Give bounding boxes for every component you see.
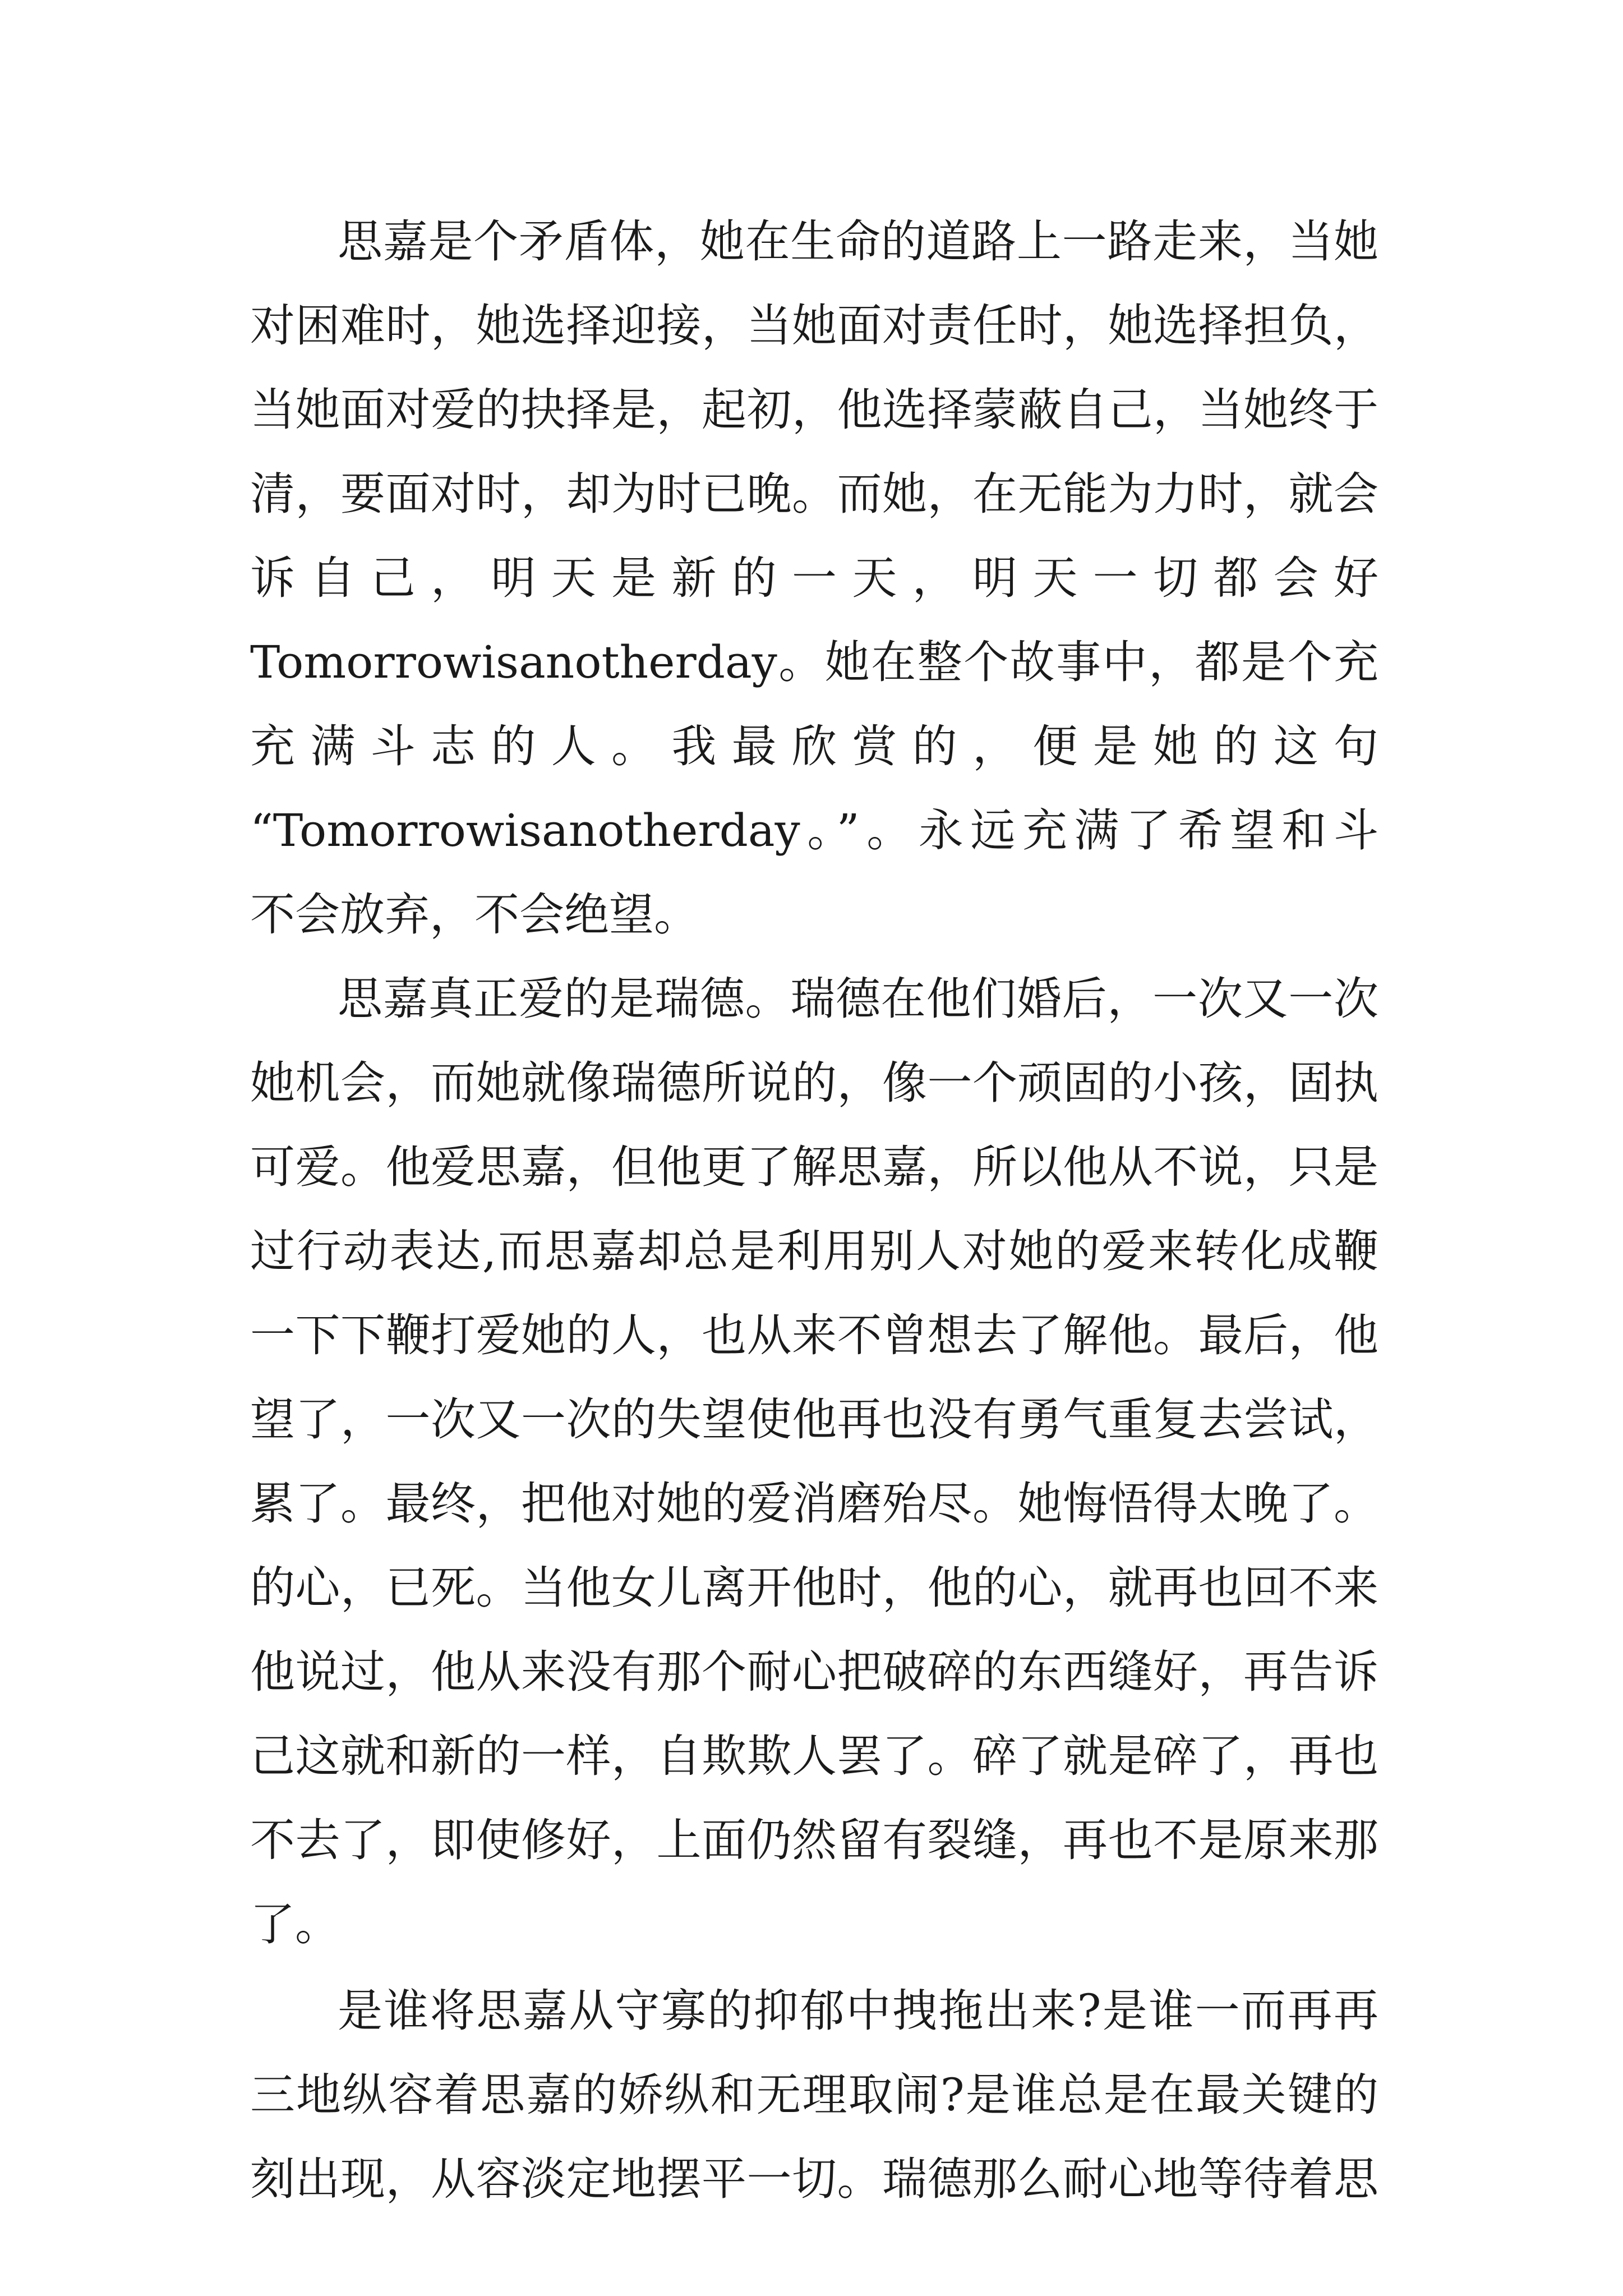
- text-line: 一下下鞭打爱她的人，也从来不曾想去了解他。最后，他: [250, 1309, 1378, 1361]
- text-line: 当她面对爱的抉择是，起初，他选择蒙蔽自己，当她终于: [250, 384, 1378, 436]
- text-line: 了。: [250, 1898, 340, 1950]
- text-line: 己这就和新的一样，自欺欺人罢了。碎了就是碎了，再也: [250, 1730, 1378, 1782]
- text-line: 望了，一次又一次的失望使他再也没有勇气重复去尝试，: [250, 1393, 1378, 1446]
- text-line: 的心，已死。当他女儿离开他时，他的心，就再也回不来: [250, 1562, 1378, 1614]
- text-line: 对困难时，她选择迎接，当她面对责任时，她选择担负，: [250, 300, 1378, 352]
- text-line: 她机会，而她就像瑞德所说的，像一个顽固的小孩，固执: [250, 1057, 1378, 1109]
- text-line: 过行动表达,而思嘉却总是利用别人对她的爱来转化成鞭: [250, 1225, 1378, 1277]
- text-line: 思嘉是个矛盾体，她在生命的道路上一路走来，当她: [338, 215, 1378, 268]
- text-line: 他说过，他从来没有那个耐心把破碎的东西缝好，再告诉: [250, 1646, 1378, 1698]
- text-line: 可爱。他爱思嘉，但他更了解思嘉，所以他从不说，只是: [250, 1141, 1378, 1193]
- text-line: 三地纵容着思嘉的娇纵和无理取闹?是谁总是在最关键的: [250, 2069, 1378, 2121]
- text-line: 不会放弃，不会绝望。: [250, 889, 699, 941]
- text-line: 不去了，即使修好，上面仍然留有裂缝，再也不是原来那: [250, 1814, 1378, 1866]
- text-line: 诉 自 己 ， 明 天 是 新 的 一 天 ， 明 天 一 切 都 会 好: [250, 552, 1378, 604]
- text-line: 累了。最终，把他对她的爱消磨殆尽。她悔悟得太晚了。: [250, 1478, 1378, 1530]
- text-line: 清，要面对时，却为时已晚。而她，在无能为力时，就会: [250, 468, 1378, 520]
- text-line: 充 满 斗 志 的 人 。 我 最 欣 赏 的 ， 便 是 她 的 这 句: [250, 720, 1378, 772]
- text-line: 刻出现，从容淡定地摆平一切。瑞德那么耐心地等待着思: [250, 2153, 1378, 2205]
- text-line: 是谁将思嘉从守寡的抑郁中拽拖出来?是谁一而再再: [338, 1985, 1378, 2037]
- text-line: “Tomorrowisanotherday。”。永远充满了希望和斗: [250, 804, 1378, 857]
- text-line: Tomorrowisanotherday。她在整个故事中，都是个充: [250, 636, 1378, 688]
- text-line: 思嘉真正爱的是瑞德。瑞德在他们婚后，一次又一次: [338, 973, 1378, 1025]
